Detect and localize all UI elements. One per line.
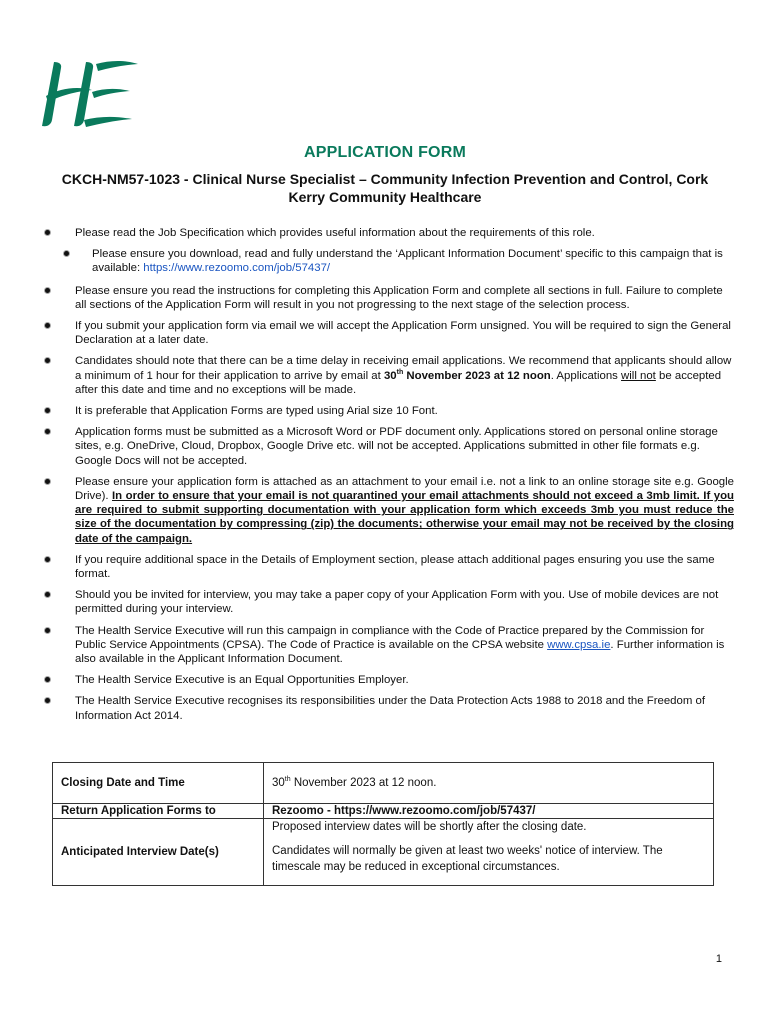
bullet-icon — [45, 557, 50, 562]
deadline-suffix: th — [396, 368, 404, 376]
bullet-icon — [45, 677, 50, 682]
list-item — [44, 226, 734, 240]
bullet-icon — [45, 628, 50, 633]
bullet-icon — [45, 479, 50, 484]
bullet-icon — [45, 408, 50, 413]
list-item — [44, 404, 734, 418]
cpsa-link[interactable]: www.cpsa.ie — [547, 638, 611, 651]
bullet-icon — [45, 358, 50, 363]
campaign-details-table — [52, 762, 714, 886]
list-item — [44, 553, 734, 581]
bullet-text: Please read the Job Specification which provides useful information about the requirements of this role. — [75, 227, 595, 239]
bullet-text: be accepted after this date and time and no exceptions will be made. — [75, 369, 722, 396]
interview-dates-value — [264, 819, 714, 886]
table-row — [53, 763, 714, 804]
list-item — [44, 354, 734, 397]
emphasis-text: will not — [621, 369, 656, 382]
bullet-text: The Health Service Executive will run this campaign in compliance with the Code of Practice prepared by the Commission for Public Service Appointments (CPSA). The Code of Practice is available on the CPSA website — [75, 624, 705, 651]
bullet-text: Candidates should note that there can be a time delay in receiving email applications. We recommend that applicants should allow a minimum of 1 hour for their application to arrive by email at — [75, 355, 732, 382]
bullet-icon — [45, 429, 50, 434]
return-forms-label: Return Application Forms to — [53, 804, 264, 819]
closing-rest: November 2023 at 12 noon. — [290, 777, 437, 789]
closing-date-value — [264, 763, 714, 804]
deadline-day: 30 — [383, 369, 397, 382]
return-forms-value: Rezoomo - https://www.rezoomo.com/job/57437/ — [264, 804, 714, 819]
bullet-text: Should you be invited for interview, you may take a paper copy of your Application Form with you. Use of mobile devices are not permitted during your interview. — [75, 589, 719, 616]
deadline-text: November 2023 at 12 noon — [403, 369, 551, 382]
form-title: APPLICATION FORM — [303, 144, 466, 161]
list-item — [44, 319, 734, 347]
bullet-text: Application forms must be submitted as a Microsoft Word or PDF document only. Applications stored on personal online storage sites, e.g. OneDrive, Cloud, Dropbox, Google Drive etc. will not be accepted. Applications submitted in other file formats e.g. Google Docs will not be accepted. — [75, 426, 718, 467]
bullet-icon — [64, 251, 69, 256]
table-row — [53, 804, 714, 819]
bullet-icon — [45, 288, 50, 293]
bullet-text: If you require additional space in the Details of Employment section, please attach additional pages ensuring you use the same format. — [75, 553, 715, 581]
bullet-icon — [45, 323, 50, 328]
bullet-text: It is preferable that Application Forms are typed using Arial size 10 Font. — [75, 405, 438, 418]
list-item — [63, 247, 734, 275]
list-item — [44, 673, 734, 687]
closing-day: 30 — [272, 777, 285, 789]
closing-suffix: th — [284, 776, 291, 784]
rezoomo-link[interactable]: https://www.rezoomo.com/job/57437/ — [143, 262, 331, 275]
bullet-text: If you submit your application form via email we will accept the Application Form unsigned. You will be required to sign the General Declaration at a later date. — [75, 320, 731, 347]
bullet-text: . Applications — [550, 369, 622, 382]
bullet-text: Please ensure your application form is attached as an attachment to your email i.e. not a link to an online storage site e.g. Google Drive). — [75, 475, 734, 503]
table-row — [53, 819, 714, 886]
instructions-list — [44, 226, 734, 730]
bullet-text: Please ensure you download, read and fully understand the ‘Applicant Information Document’ specific to this campaign that is available: — [92, 248, 723, 275]
interview-notice: Candidates will normally be given at least two weeks' notice of interview. The timescale may be reduced in exceptional circumstances. — [272, 845, 663, 873]
list-item — [44, 588, 734, 616]
list-item — [44, 624, 734, 667]
closing-date-label: Closing Date and Time — [53, 763, 264, 804]
attachment-warning: In order to ensure that your email is not quarantined your email attachments should not exceed a 3mb limit. If you are required to submit supporting documentation with your application form which exceeds 3mb you must reduce the size of the documentation by compressing (zip) the documents; otherwise your email may not be received by the closing date of the campaign. — [75, 490, 734, 545]
bullet-text: . Further information is also available in the Applicant Information Document. — [75, 638, 725, 666]
bullet-text: The Health Service Executive recognises its responsibilities under the Data Protection Acts 1988 to 2018 and the Freedom of Information Act 2014. — [75, 695, 705, 722]
interview-dates-label: Anticipated Interview Date(s) — [53, 819, 264, 886]
hse-logo — [40, 56, 140, 132]
bullet-icon — [45, 592, 50, 597]
form-subtitle: CKCH-NM57-1023 - Clinical Nurse Specialist – Community Infection Prevention and Control, Cork Kerry Community Healthcare — [61, 171, 709, 205]
bullet-text: Please ensure you read the instructions for completing this Application Form and complete all sections in full. Failure to complete all sections of the Application Form will result in you not progressing to the next stage of the selection process. — [75, 284, 723, 311]
bullet-text: The Health Service Executive is an Equal Opportunities Employer. — [75, 674, 409, 687]
list-item — [44, 475, 734, 546]
interview-note: Proposed interview dates will be shortly after the closing date. — [272, 821, 587, 833]
bullet-icon — [45, 230, 50, 235]
list-item — [44, 694, 734, 722]
list-item — [44, 425, 734, 468]
page-number: 1 — [715, 953, 722, 965]
list-item — [44, 284, 734, 312]
bullet-icon — [45, 698, 50, 703]
